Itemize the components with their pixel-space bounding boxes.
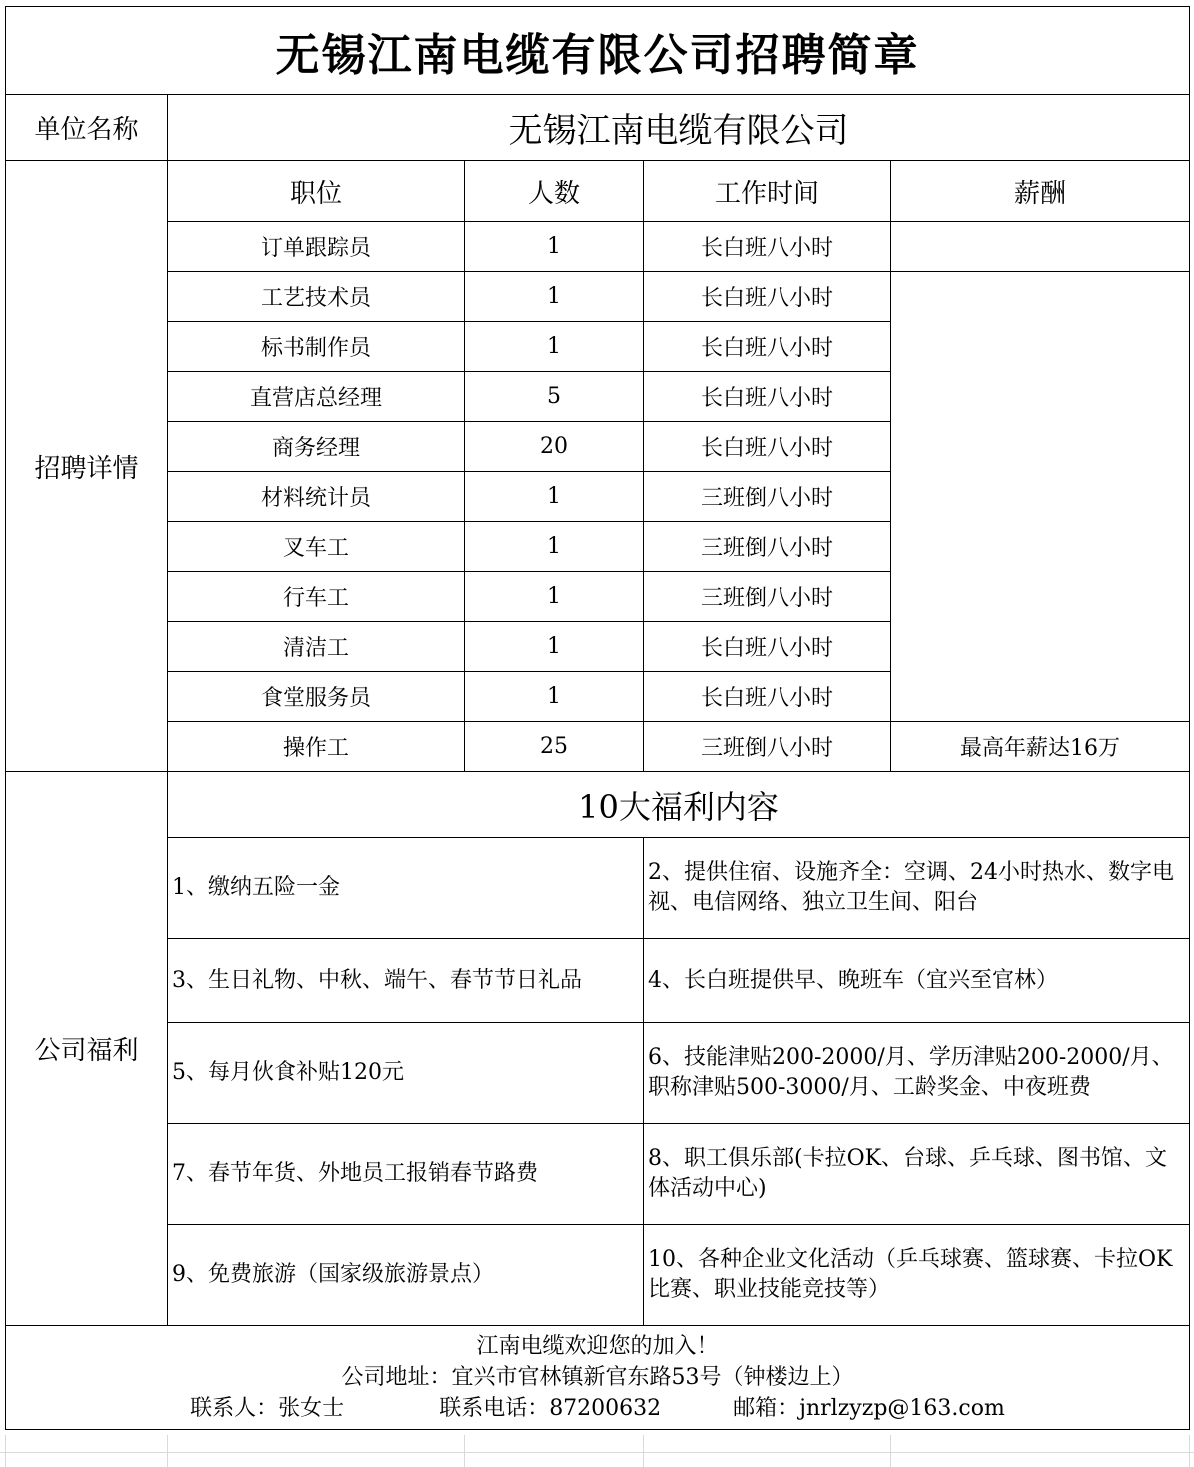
job-hours: 三班倒八小时 xyxy=(644,522,891,572)
job-position: 材料统计员 xyxy=(168,472,465,522)
footer xyxy=(6,1326,1190,1430)
job-position: 食堂服务员 xyxy=(168,672,465,722)
job-hours: 长白班八小时 xyxy=(644,222,891,272)
header-hours: 工作时间 xyxy=(644,161,891,222)
benefit-item: 5、每月伙食补贴120元 xyxy=(168,1023,644,1124)
benefit-row xyxy=(6,1124,1190,1225)
benefit-item: 8、职工俱乐部(卡拉OK、台球、乒乓球、图书馆、文体活动中心) xyxy=(644,1124,1190,1225)
job-count: 1 xyxy=(465,322,644,372)
footer-welcome: 江南电缆欢迎您的加入！ xyxy=(476,1334,719,1359)
job-salary xyxy=(891,222,1190,272)
job-position: 商务经理 xyxy=(168,422,465,472)
benefit-item: 10、各种企业文化活动（乒乓球赛、篮球赛、卡拉OK比赛、职业技能竞技等） xyxy=(644,1225,1190,1326)
job-count: 1 xyxy=(465,272,644,322)
benefit-item: 2、提供住宿、设施齐全：空调、24小时热水、数字电视、电信网络、独立卫生间、阳台 xyxy=(644,838,1190,939)
footer-address: 公司地址：宜兴市官林镇新官东路53号（钟楼边上） xyxy=(341,1365,854,1390)
job-count: 1 xyxy=(465,572,644,622)
job-count: 25 xyxy=(465,722,644,772)
job-row xyxy=(6,722,1190,772)
job-row xyxy=(6,272,1190,322)
job-position: 标书制作员 xyxy=(168,322,465,372)
job-position: 清洁工 xyxy=(168,622,465,672)
company-name: 无锡江南电缆有限公司 xyxy=(168,95,1190,161)
job-position: 直营店总经理 xyxy=(168,372,465,422)
job-count: 1 xyxy=(465,472,644,522)
job-count: 1 xyxy=(465,672,644,722)
job-hours: 长白班八小时 xyxy=(644,422,891,472)
footer-phone: 联系电话：87200632 xyxy=(439,1396,662,1421)
job-count: 1 xyxy=(465,622,644,672)
benefit-item: 1、缴纳五险一金 xyxy=(168,838,644,939)
job-hours: 长白班八小时 xyxy=(644,322,891,372)
job-count: 1 xyxy=(465,222,644,272)
job-salary-merged xyxy=(891,272,1190,722)
header-count: 人数 xyxy=(465,161,644,222)
job-position: 订单跟踪员 xyxy=(168,222,465,272)
job-hours: 长白班八小时 xyxy=(644,622,891,672)
benefit-row xyxy=(6,1023,1190,1124)
benefit-row xyxy=(6,838,1190,939)
recruitment-sheet xyxy=(5,6,1190,1430)
benefit-item: 9、免费旅游（国家级旅游景点） xyxy=(168,1225,644,1326)
footer-email: 邮箱：jnrlzyzp@163.com xyxy=(733,1396,1005,1421)
benefits-title: 10大福利内容 xyxy=(168,772,1190,838)
job-hours: 长白班八小时 xyxy=(644,372,891,422)
job-position: 工艺技术员 xyxy=(168,272,465,322)
header-salary: 薪酬 xyxy=(891,161,1190,222)
benefit-row xyxy=(6,939,1190,1023)
footer-contact-line xyxy=(6,1393,1189,1424)
job-position: 操作工 xyxy=(168,722,465,772)
job-count: 20 xyxy=(465,422,644,472)
job-hours: 三班倒八小时 xyxy=(644,472,891,522)
recruit-label: 招聘详情 xyxy=(6,161,168,772)
spreadsheet-grid xyxy=(0,1435,1194,1467)
job-position: 行车工 xyxy=(168,572,465,622)
job-hours: 三班倒八小时 xyxy=(644,722,891,772)
job-position: 叉车工 xyxy=(168,522,465,572)
job-hours: 三班倒八小时 xyxy=(644,572,891,622)
benefit-row xyxy=(6,1225,1190,1326)
job-count: 1 xyxy=(465,522,644,572)
company-label: 单位名称 xyxy=(6,95,168,161)
job-salary: 最高年薪达16万 xyxy=(891,722,1190,772)
job-row xyxy=(6,222,1190,272)
header-position: 职位 xyxy=(168,161,465,222)
job-hours: 长白班八小时 xyxy=(644,272,891,322)
page-title: 无锡江南电缆有限公司招聘简章 xyxy=(6,7,1190,95)
benefit-item: 6、技能津贴200-2000/月、学历津贴200-2000/月、职称津贴500-3000/月、工龄奖金、中夜班费 xyxy=(644,1023,1190,1124)
benefit-item: 7、春节年货、外地员工报销春节路费 xyxy=(168,1124,644,1225)
job-hours: 长白班八小时 xyxy=(644,672,891,722)
job-count: 5 xyxy=(465,372,644,422)
footer-contact: 联系人：张女士 xyxy=(190,1396,345,1421)
benefit-item: 4、长白班提供早、晚班车（宜兴至官林） xyxy=(644,939,1190,1023)
benefit-item: 3、生日礼物、中秋、端午、春节节日礼品 xyxy=(168,939,644,1023)
benefits-label: 公司福利 xyxy=(6,772,168,1326)
